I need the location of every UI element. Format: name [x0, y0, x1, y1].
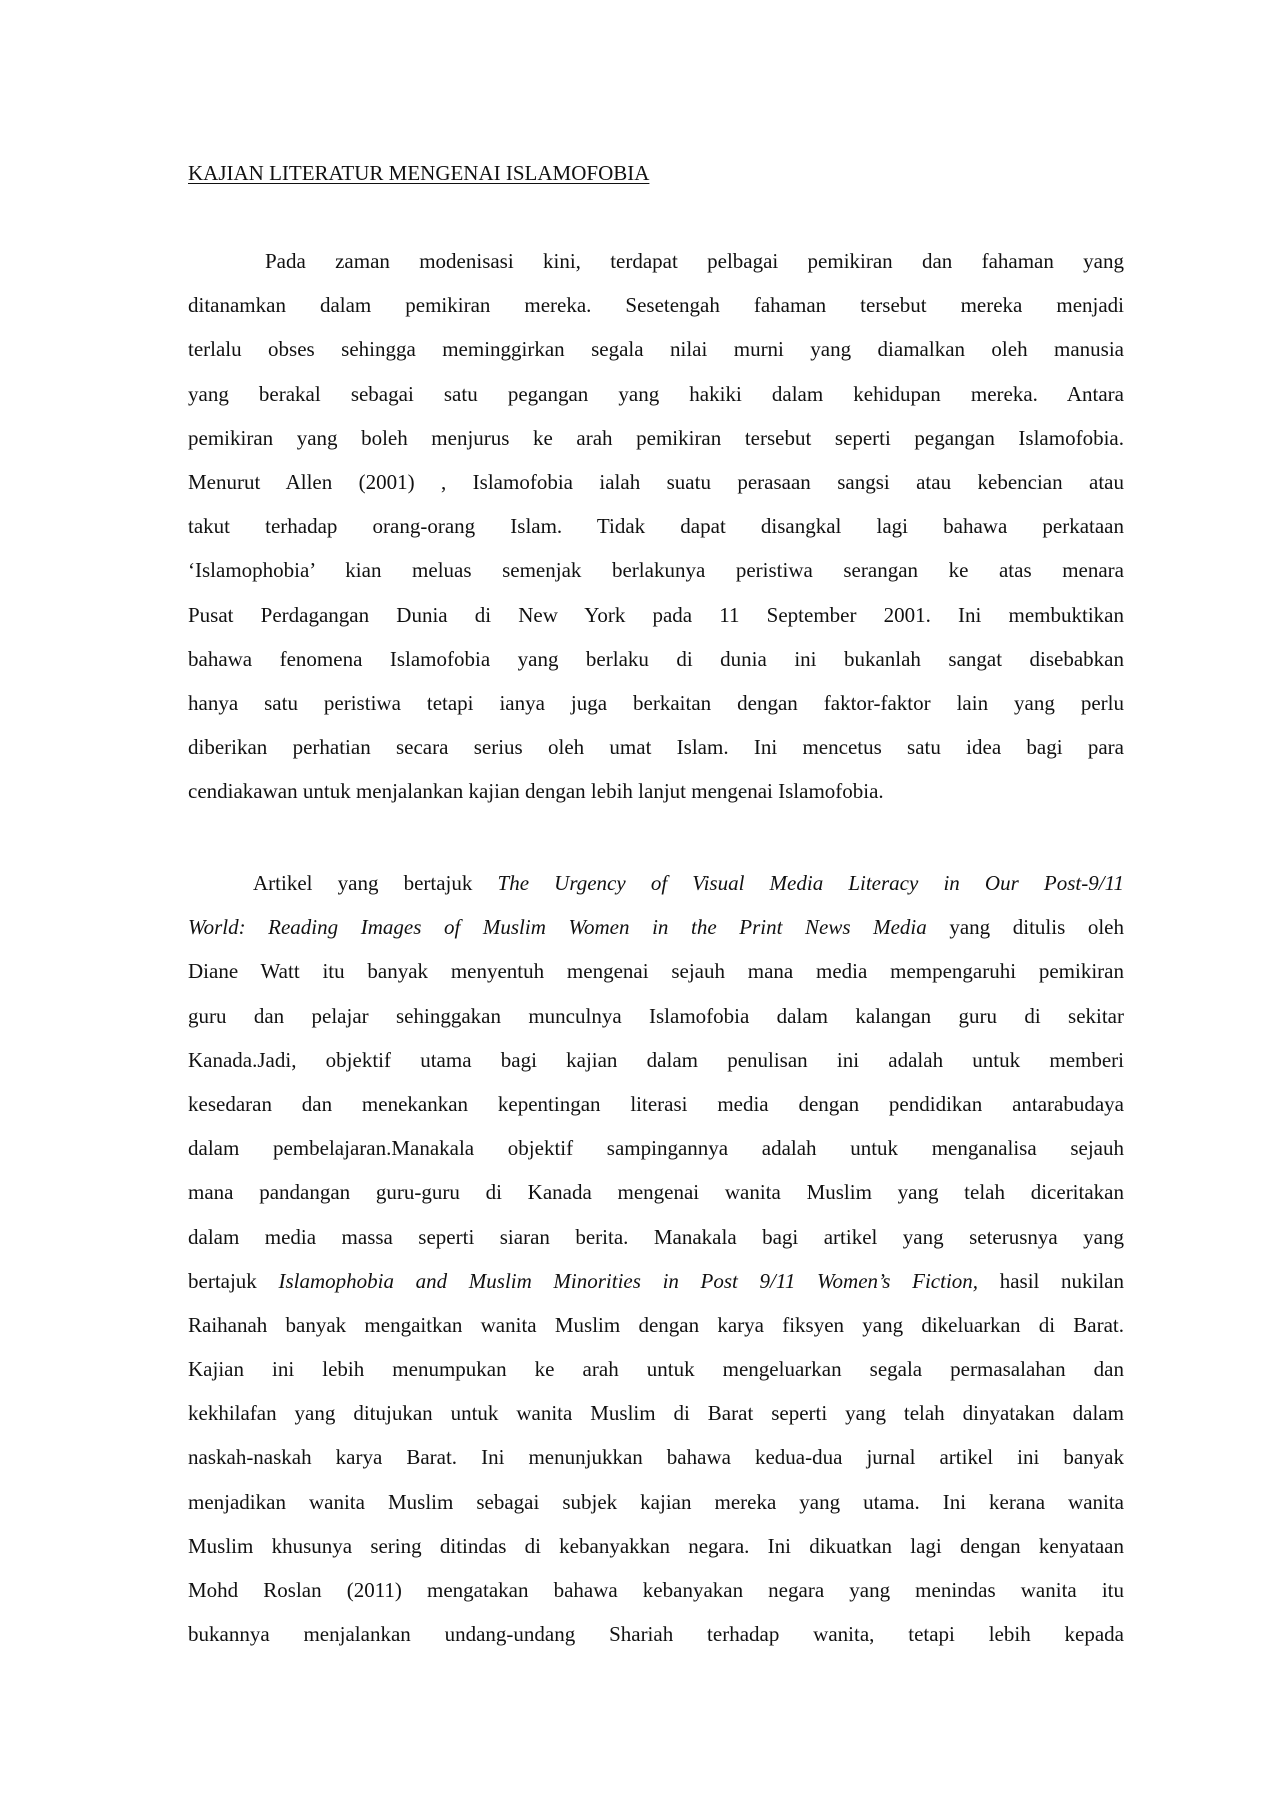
text-line [188, 637, 1124, 681]
paragraph-1 [188, 239, 1124, 813]
paragraph-2 [188, 861, 1124, 1656]
text-segment: yang berakal sebagai satu pegangan yang hakiki dalam kehidupan mereka. Antara [188, 381, 1124, 406]
text-line [188, 504, 1124, 548]
text-line [188, 1038, 1124, 1082]
text-line [188, 681, 1124, 725]
text-line [188, 1435, 1124, 1479]
text-line [188, 548, 1124, 592]
text-segment: diberikan perhatian secara serius oleh umat Islam. Ini mencetus satu idea bagi para [188, 735, 1124, 760]
text-segment: Pada zaman modenisasi kini, terdapat pelbagai pemikiran dan fahaman yang [265, 249, 1124, 273]
text-line [188, 994, 1124, 1038]
text-segment: bertajuk [188, 1268, 279, 1293]
text-line [188, 1347, 1124, 1391]
text-line [188, 1126, 1124, 1170]
text-segment: menjadikan wanita Muslim sebagai subjek kajian mereka yang utama. Ini kerana wanita [188, 1489, 1124, 1514]
document-title: KAJIAN LITERATUR MENGENAI ISLAMOFOBIA [188, 161, 650, 185]
text-line [188, 1480, 1124, 1524]
text-segment: dalam pembelajaran.Manakala objektif sampingannya adalah untuk menganalisa sejauh [188, 1136, 1124, 1161]
text-line [188, 1259, 1124, 1303]
text-segment: terlalu obses sehingga meminggirkan segala nilai murni yang diamalkan oleh manusia [188, 337, 1124, 362]
text-segment: bukannya menjalankan undang-undang Shariah terhadap wanita, tetapi lebih kepada [188, 1622, 1124, 1647]
text-segment: cendiakawan untuk menjalankan kajian dengan lebih lanjut mengenai Islamofobia. [188, 779, 884, 804]
text-segment: Kanada.Jadi, objektif utama bagi kajian dalam penulisan ini adalah untuk memberi [188, 1047, 1124, 1072]
text-line [188, 1082, 1124, 1126]
text-segment: Menurut Allen (2001) , Islamofobia ialah suatu perasaan sangsi atau kebencian atau [188, 469, 1124, 494]
text-segment: Pusat Perdagangan Dunia di New York pada 11 September 2001. Ini membuktikan [188, 602, 1124, 627]
text-segment: mana pandangan guru-guru di Kanada mengenai wanita Muslim yang telah diceritakan [188, 1180, 1124, 1205]
text-line [188, 372, 1124, 416]
text-segment: takut terhadap orang-orang Islam. Tidak dapat disangkal lagi bahawa perkataan [188, 514, 1124, 539]
text-line [188, 1391, 1124, 1435]
text-segment: Kajian ini lebih menumpukan ke arah untuk mengeluarkan segala permasalahan dan [188, 1357, 1124, 1382]
text-line [188, 416, 1124, 460]
text-line [188, 769, 1124, 813]
text-line [188, 1303, 1124, 1347]
text-line [188, 283, 1124, 327]
text-segment: naskah-naskah karya Barat. Ini menunjukkan bahawa kedua-dua jurnal artikel ini banyak [188, 1445, 1124, 1470]
text-line [188, 905, 1124, 949]
text-segment: ditanamkan dalam pemikiran mereka. Sesetengah fahaman tersebut mereka menjadi [188, 293, 1124, 318]
text-line [188, 949, 1124, 993]
text-segment: guru dan pelajar sehinggakan munculnya Islamofobia dalam kalangan guru di sekitar [188, 1003, 1124, 1028]
text-segment: hanya satu peristiwa tetapi ianya juga berkaitan dengan faktor-faktor lain yang perlu [188, 690, 1124, 715]
text-segment: Mohd Roslan (2011) mengatakan bahawa kebanyakan negara yang menindas wanita itu [188, 1578, 1124, 1602]
text-line [188, 1524, 1124, 1568]
text-segment: Diane Watt itu banyak menyentuh mengenai sejauh mana media mempengaruhi pemikiran [188, 959, 1124, 984]
text-segment: ‘Islamophobia’ kian meluas semenjak berlakunya peristiwa serangan ke atas menara [188, 558, 1124, 583]
italic-title-text: World: Reading Images of Muslim Women in the Print News Media [188, 915, 927, 940]
text-line [188, 1612, 1124, 1656]
italic-title-text: The Urgency of Visual Media Literacy in Our Post-9/11 [497, 871, 1124, 895]
text-line [188, 1568, 1124, 1612]
text-segment: pemikiran yang boleh menjurus ke arah pemikiran tersebut seperti pegangan Islamofobia. [188, 425, 1124, 450]
text-segment: Artikel yang bertajuk [253, 871, 498, 895]
text-segment: hasil nukilan [978, 1268, 1124, 1293]
text-line [188, 1215, 1124, 1259]
text-line [188, 460, 1124, 504]
text-line [188, 239, 1124, 283]
text-line [188, 1170, 1124, 1214]
text-segment: kekhilafan yang ditujukan untuk wanita Muslim di Barat seperti yang telah dinyatakan dalam [188, 1401, 1124, 1426]
text-line [188, 861, 1124, 905]
text-line [188, 327, 1124, 371]
text-segment: kesedaran dan menekankan kepentingan literasi media dengan pendidikan antarabudaya [188, 1091, 1124, 1116]
text-segment: Muslim khusunya sering ditindas di kebanyakkan negara. Ini dikuatkan lagi dengan kenyataan [188, 1533, 1124, 1558]
text-segment: bahawa fenomena Islamofobia yang berlaku di dunia ini bukanlah sangat disebabkan [188, 646, 1124, 671]
text-line [188, 725, 1124, 769]
text-segment: Raihanah banyak mengaitkan wanita Muslim dengan karya fiksyen yang dikeluarkan di Barat. [188, 1312, 1124, 1337]
text-segment: dalam media massa seperti siaran berita. Manakala bagi artikel yang seterusnya yang [188, 1224, 1124, 1249]
italic-title-text: Islamophobia and Muslim Minorities in Post 9/11 Women’s Fiction, [278, 1268, 979, 1293]
text-segment: yang ditulis oleh [926, 915, 1124, 940]
text-line [188, 593, 1124, 637]
